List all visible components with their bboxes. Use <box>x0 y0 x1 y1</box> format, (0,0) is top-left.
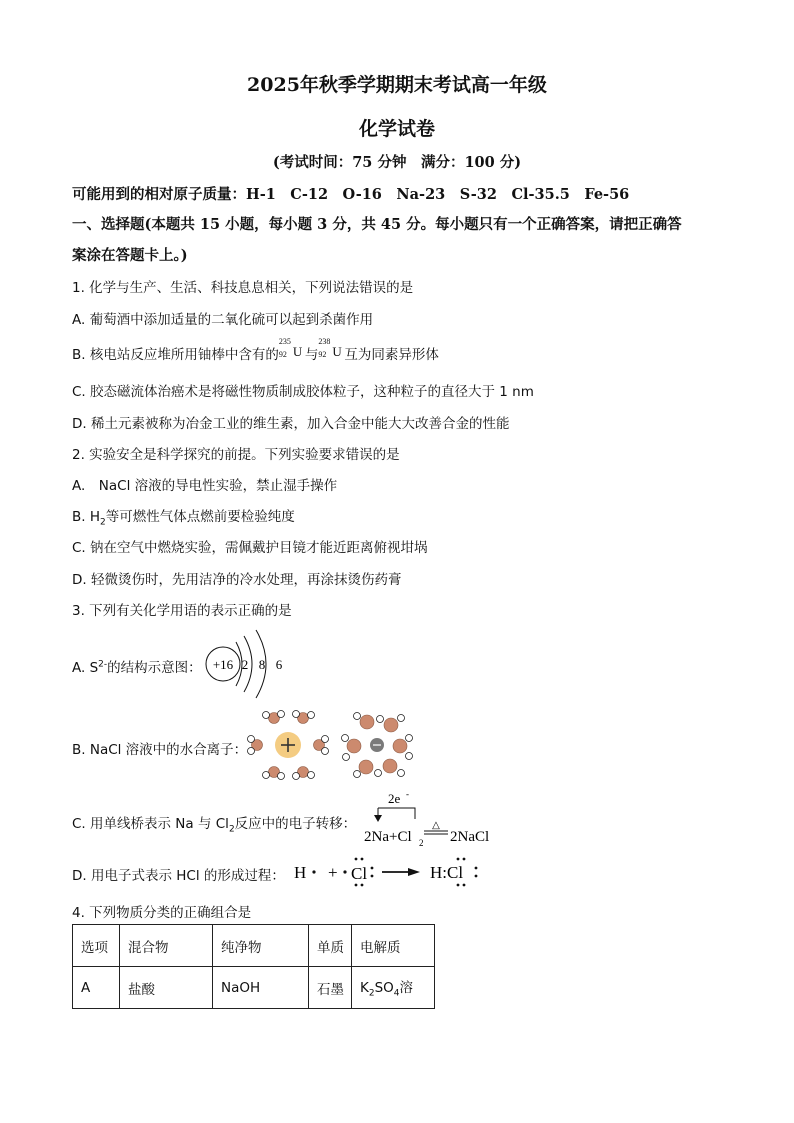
question-2-option-c: C. 钠在空气中燃烧实验，需佩戴护目镜才能近距离俯视坩埚 <box>72 540 428 556</box>
equation-reactants: 2Na+Cl <box>364 829 412 845</box>
table-header-cell: 电解质 <box>352 925 435 967</box>
subject-title: 化学试卷 <box>358 118 435 140</box>
hydrated-anion <box>342 713 413 778</box>
question-1-option-a: A. 葡萄酒中添加适量的二氧化硫可以起到杀菌作用 <box>72 312 374 328</box>
classification-table <box>72 924 435 1009</box>
table-header-cell: 纯净物 <box>213 925 309 967</box>
chlorine-atom: Cl <box>351 864 368 883</box>
question-2-stem: 2. 实验安全是科学探究的前提。下列实验要求错误的是 <box>72 447 400 463</box>
question-3-option-d: D. 用电子式表示 HCl 的形成过程： <box>72 868 285 884</box>
plus-sign: + <box>328 863 338 882</box>
section-heading-cont: 案涂在答题卡上。) <box>72 247 188 264</box>
table-cell: A <box>73 967 120 1009</box>
exam-title: 2025年秋季学期期末考试高一年级 <box>247 74 547 96</box>
question-2-option-a: A. NaCl 溶液的导电性实验，禁止湿手操作 <box>72 478 338 494</box>
shell-2-electrons: 8 <box>258 657 266 672</box>
svg-text:2: 2 <box>419 838 424 848</box>
atomic-masses: 可能用到的相对原子质量：H-1 C-12 O-16 Na-23 S-32 Cl-35.5 Fe-56 <box>72 186 630 203</box>
hydrated-ions-diagram <box>246 708 422 784</box>
table-header-cell: 单质 <box>309 925 352 967</box>
electron-transfer-diagram <box>360 786 500 848</box>
question-3-option-b: B. NaCl 溶液中的水合离子： <box>72 742 248 758</box>
electron-count-label: 2e <box>388 791 401 806</box>
equation-product: 2NaCl <box>450 829 490 845</box>
atomic-structure-diagram <box>200 628 300 700</box>
electron-dot-formation <box>290 852 490 894</box>
table-header-row <box>73 925 435 967</box>
table-cell: NaOH <box>213 967 309 1009</box>
table-cell: 盐酸 <box>120 967 213 1009</box>
question-2-option-b: B. $H_2$等可燃性气体点燃前要检验纯度 <box>72 509 295 528</box>
question-4-stem: 4. 下列物质分类的正确组合是 <box>72 905 252 921</box>
table-cell: $K_2SO_4$溶 <box>352 967 435 1009</box>
section-heading: 一、选择题(本题共 15 小题，每小题 3 分，共 45 分。每小题只有一个正确答案，请把正确答 <box>72 216 682 233</box>
question-3-stem: 3. 下列有关化学用语的表示正确的是 <box>72 603 292 619</box>
exam-info: (考试时间：75 分钟 满分：100 分) <box>272 154 522 171</box>
question-1-stem: 1. 化学与生产、生活、科技息息相关，下列说法错误的是 <box>72 280 414 296</box>
shell-3-electrons: 6 <box>275 657 283 672</box>
hydrogen-atom: H <box>294 863 307 882</box>
table-header-cell: 选项 <box>73 925 120 967</box>
question-1-option-c: C. 胶态磁流体治癌术是将磁性物质制成胶体粒子，这种粒子的直径大于 1 nm <box>72 384 534 400</box>
hydrated-cation <box>248 711 329 780</box>
question-3-option-a: A. $S^{2-}$的结构示意图： <box>72 659 202 676</box>
question-1-option-d: D. 稀土元素被称为冶金工业的维生素，加入合金中能大大改善合金的性能 <box>72 416 510 432</box>
isotope-u235: 235 92 U <box>278 337 303 359</box>
table-cell: 石墨 <box>309 967 352 1009</box>
question-3-option-c: C. 用单线桥表示 Na 与 $Cl_2$反应中的电子转移： <box>72 816 357 835</box>
isotope-u238: 238 92 U <box>318 337 342 359</box>
question-1-option-b: B. 核电站反应堆所用铀棒中含有的 235 92 U 与 238 92 U 互为同素异形体 <box>72 337 439 363</box>
nucleus-charge: +16 <box>212 657 234 672</box>
shell-1-electrons: 2 <box>241 657 249 672</box>
question-2-option-d: D. 轻微烫伤时，先用洁净的冷水处理，再涂抹烫伤药膏 <box>72 572 402 588</box>
heating-symbol: △ <box>432 820 440 831</box>
svg-text:-: - <box>406 789 409 799</box>
hcl-product: H:Cl <box>430 863 464 882</box>
table-header-cell: 混合物 <box>120 925 213 967</box>
table-row <box>73 967 435 1009</box>
